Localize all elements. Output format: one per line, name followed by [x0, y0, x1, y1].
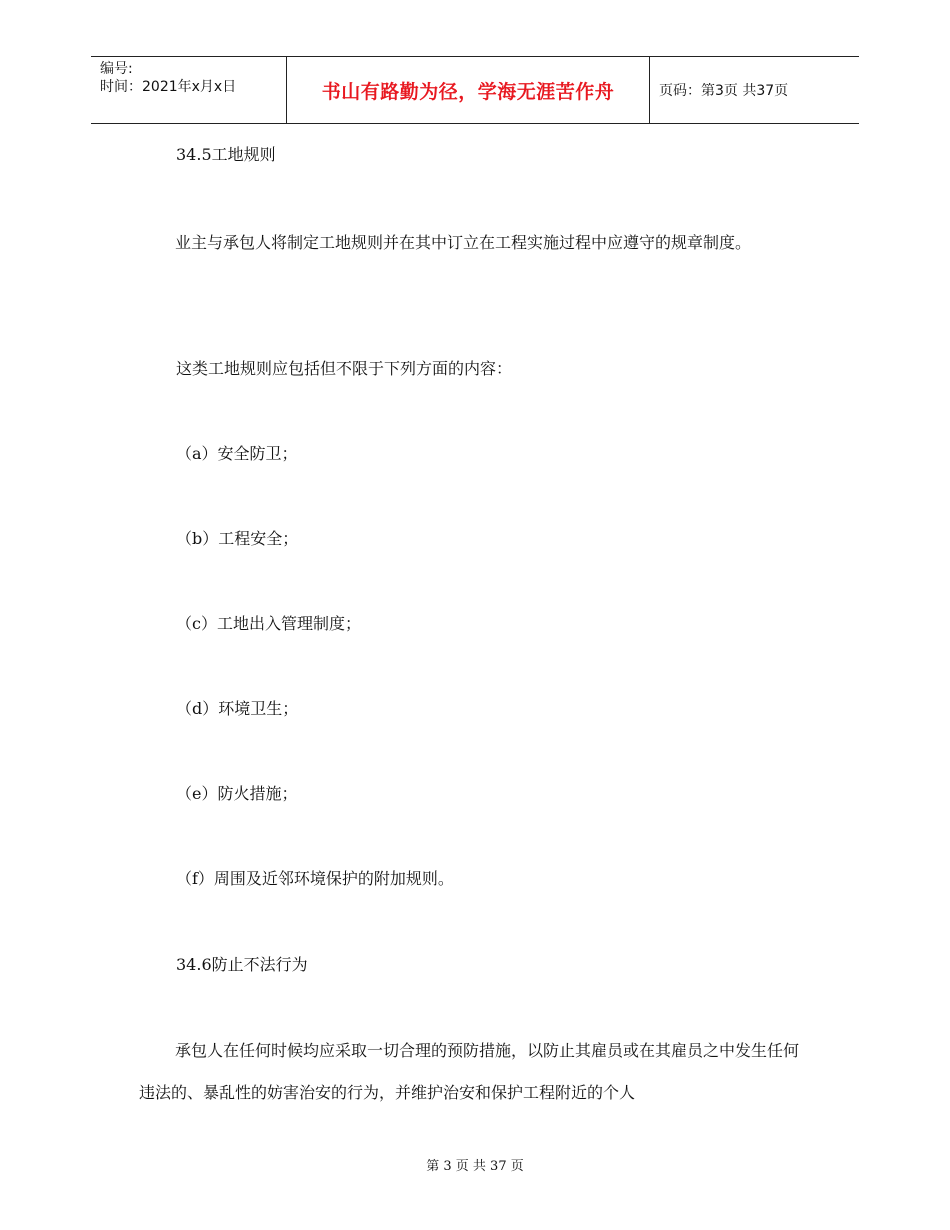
- page-footer: 第 3 页 共 37 页: [426, 1159, 524, 1174]
- paragraph: 这类工地规则应包括但不限于下列方面的内容：: [176, 359, 513, 378]
- date-label: 时间：2021年x月x日: [100, 79, 237, 95]
- list-item: （f）周围及近邻环境保护的附加规则。: [176, 869, 454, 888]
- list-item: （c）工地出入管理制度；: [176, 614, 361, 633]
- list-item: （b）工程安全；: [176, 529, 299, 548]
- section-heading: 34.5工地规则: [176, 145, 276, 164]
- header-info-cell: [91, 57, 287, 123]
- serial-number-label: 编号:: [100, 61, 133, 77]
- list-item: （a）安全防卫；: [176, 444, 298, 463]
- list-item: （d）环境卫生；: [176, 699, 299, 718]
- list-item: （e）防火措施；: [176, 784, 298, 803]
- header-page-label: 页码：第3页 共37页: [659, 83, 789, 99]
- header-motto-cell: [287, 57, 650, 123]
- motto-text: 书山有路勤为径，学海无涯苦作舟: [321, 80, 615, 103]
- page-header: [91, 56, 859, 124]
- paragraph: 业主与承包人将制定工地规则并在其中订立在工程实施过程中应遵守的规章制度。: [175, 233, 752, 252]
- section-heading: 34.6防止不法行为: [176, 955, 308, 974]
- paragraph: 承包人在任何时候均应采取一切合理的预防措施，以防止其雇员或在其雇员之中发生任何违法的、暴乱性的妨害治安的行为，并维护治安和保护工程附近的个人: [139, 1041, 800, 1102]
- header-page-cell: [650, 57, 859, 123]
